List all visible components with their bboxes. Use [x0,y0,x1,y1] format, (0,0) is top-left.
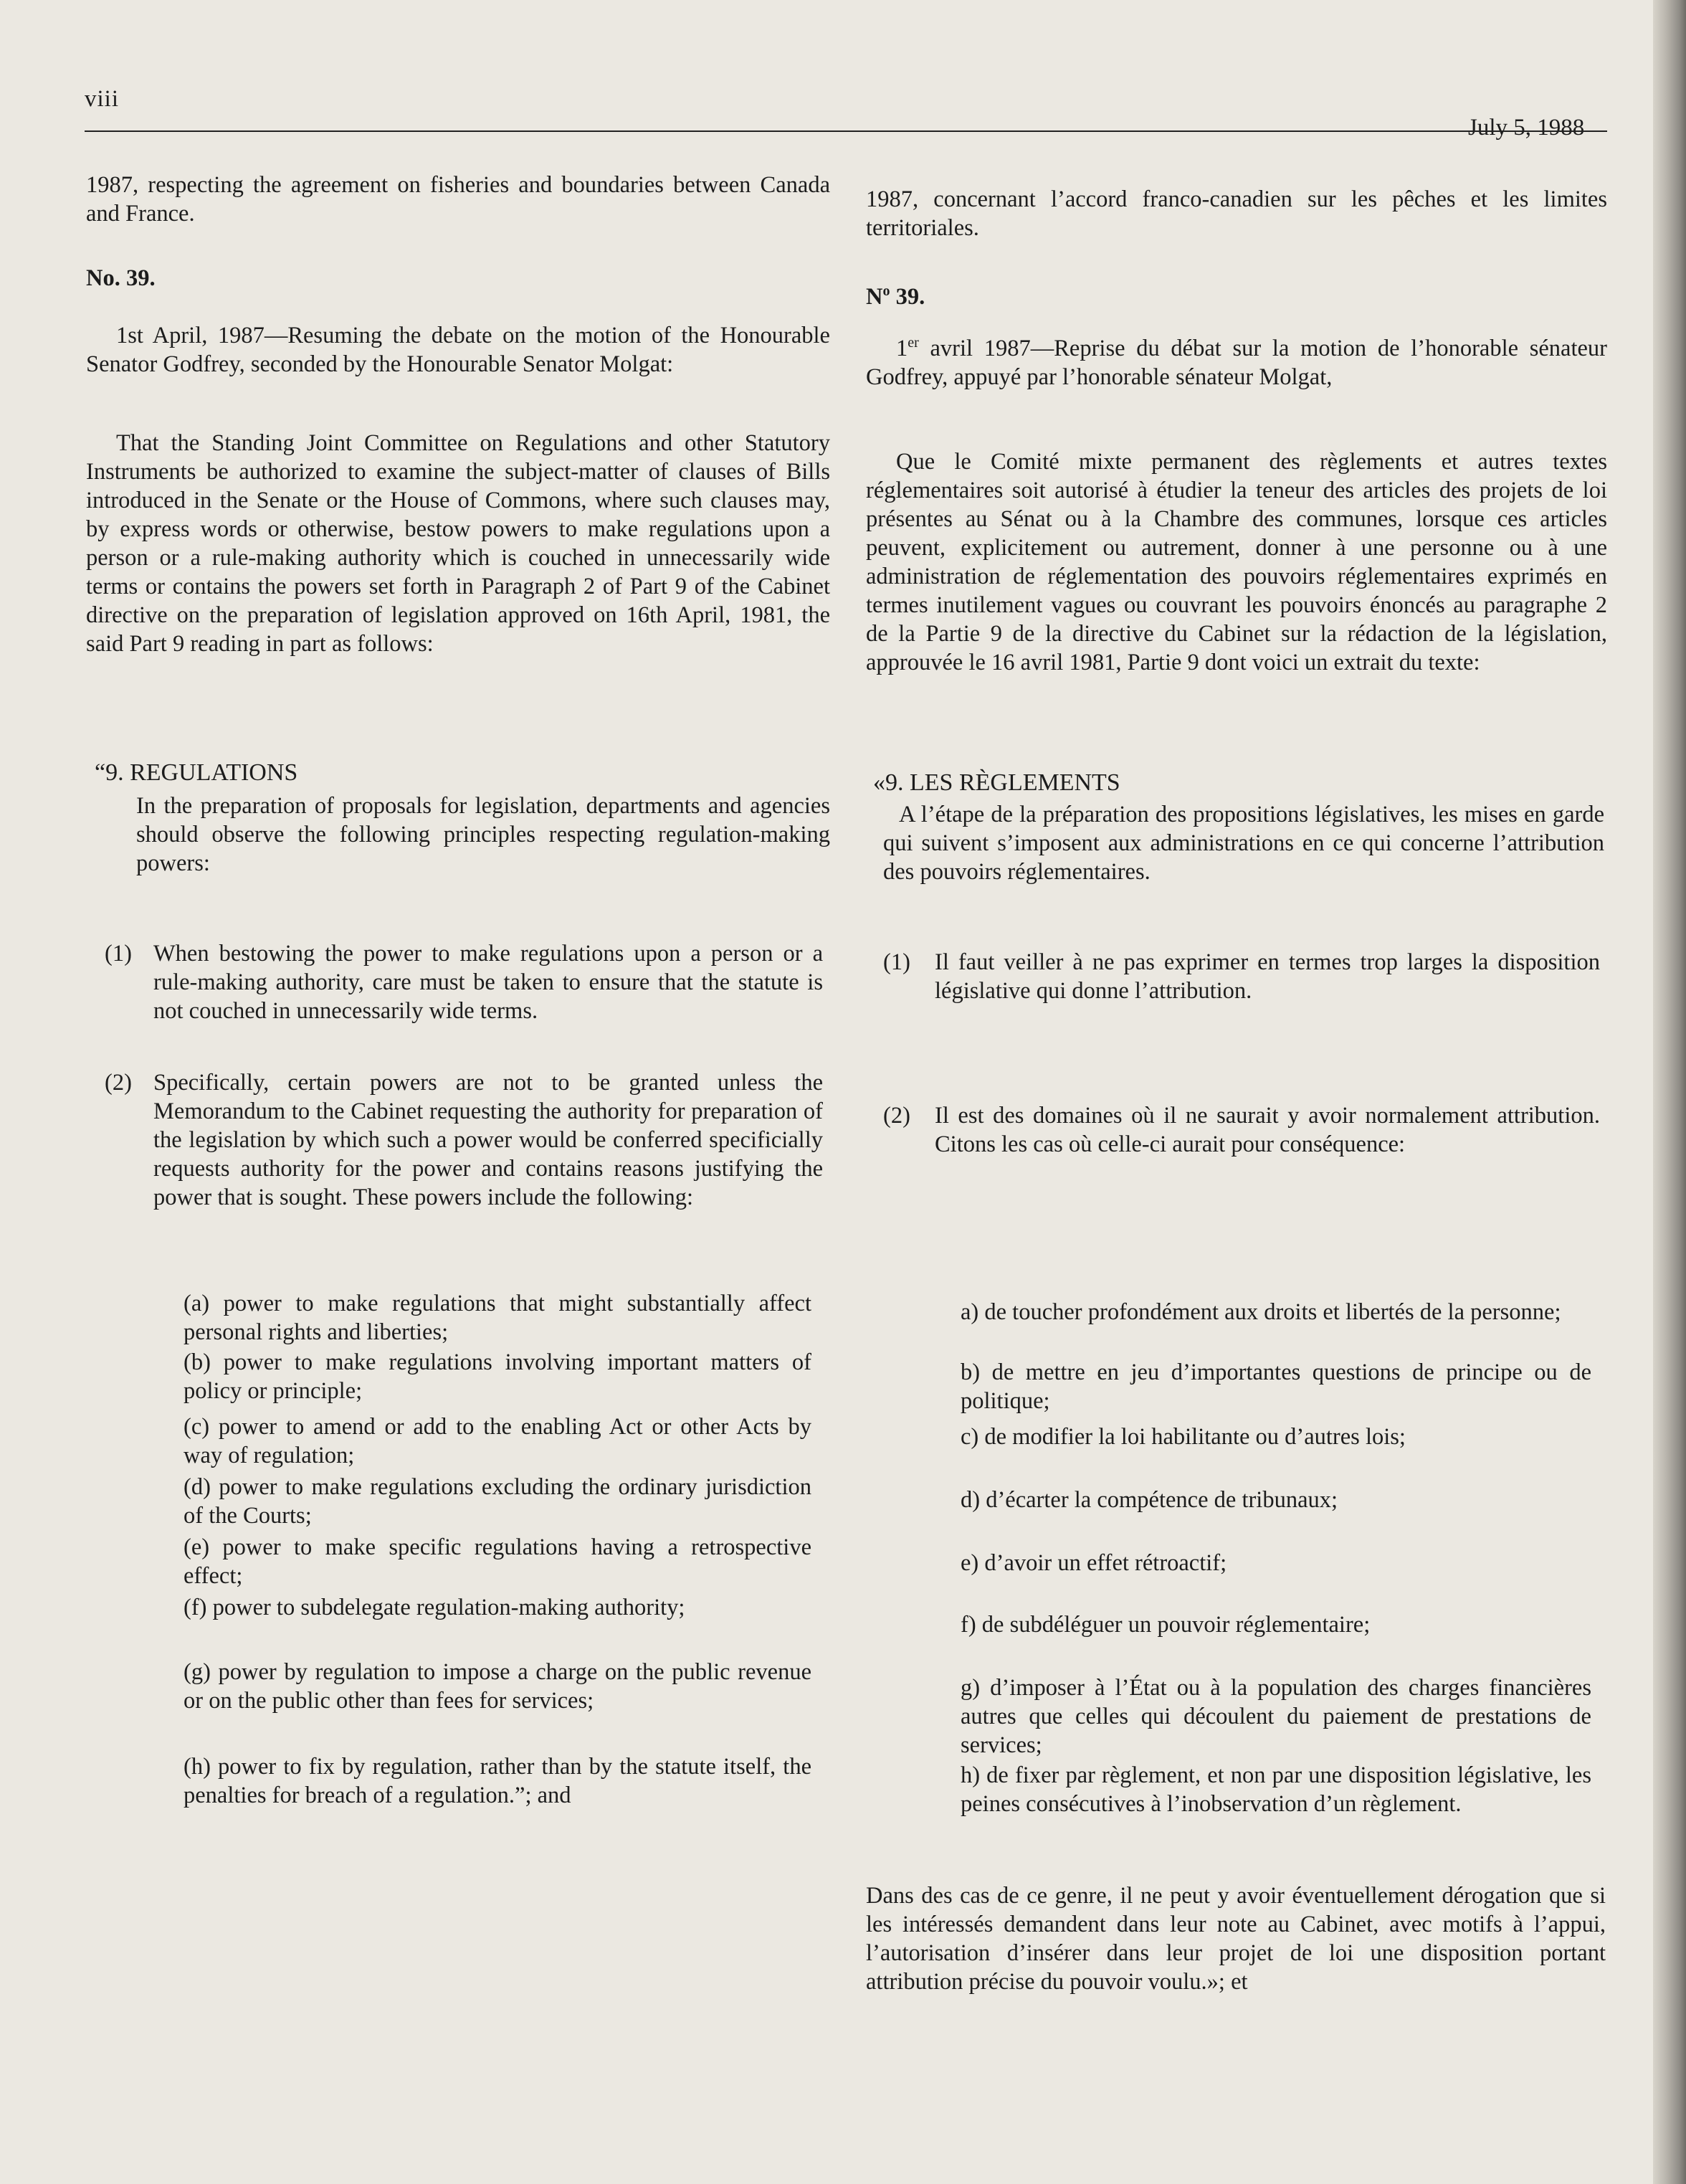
en-subitem-h: (h) power to fix by regulation, rather than by the statute itself, the penalties for breach of a regulation.”; and [184,1754,811,1808]
en-subitem-b: (b) power to make regulations involving important matters of policy or principle; [184,1349,811,1404]
en-subitem-g: (g) power by regulation to impose a charge on the public revenue or on the public other than fees for services; [184,1659,811,1714]
en-subitem-f: (f) power to subdelegate regulation-making authority; [184,1595,685,1620]
fr-subitem-h: h) de fixer par règlement, et non par une disposition législative, les peines consécutives à l’inobservation d’un règlement. [961,1762,1591,1817]
fr-subitem-c: c) de modifier la loi habilitante ou d’autres lois; [961,1424,1406,1450]
en-resolution: That the Standing Joint Committee on Regulations and other Statutory Instruments be authorized to examine the subject-matter of clauses of Bills introduced in the Senate or the House of Commons, where such clauses may, by express words or otherwise, bestow powers to make regulations upon a person or a rule-making authority which is couched in unnecessarily wide terms or contains the powers set forth in Paragraph 2 of Part 9 of the Cabinet directive on the preparation of legislation approved on 16th April, 1981, the said Part 9 reading in part as follows: [86,430,830,657]
fr-motion: 1er avril 1987—Reprise du débat sur la motion de l’honorable sénateur Godfrey, appuyé par l’honorable sénateur Molgat, [866,335,1607,390]
fr-closing-paragraph: Dans des cas de ce genre, il ne peut y avoir éventuellement dérogation que si les intéressés demandent dans leur note au Cabinet, avec motifs à l’appui, l’autorisation d’insérer dans leur projet de loi une disposition portant attribution précise du pouvoir voulu.»; et [866,1883,1606,1995]
page-edge-shadow [1653,0,1686,2184]
en-principle-2-text: Specifically, certain powers are not to be granted unless the Memorandum to the Cabinet requesting the authority for preparation of the legislation by which such a power would be conferred specificially requests authority for the power and contains reasons justifying the power that is sought. These powers include the following: [153,1070,823,1210]
fr-subitem-b: b) de mettre en jeu d’importantes questions de principe ou de politique; [961,1359,1591,1414]
en-intro-continuation: 1987, respecting the agreement on fisheries and boundaries between Canada and France. [86,172,830,227]
en-motion: 1st April, 1987—Resuming the debate on the motion of the Honourable Senator Godfrey, seconded by the Honourable Senator Molgat: [86,323,830,377]
fr-principle-1-text: Il faut veiller à ne pas exprimer en termes trop larges la disposition législative qui donne l’attribution. [935,949,1600,1004]
fr-subitem-g: g) d’imposer à l’État ou à la population des charges financières autres que celles qui découlent du paiement de prestations de services; [961,1675,1591,1758]
en-regulations-heading: “9. REGULATIONS [95,759,298,786]
en-principle-1-label: (1) [105,941,132,967]
fr-resolution: Que le Comité mixte permanent des règlements et autres textes réglementaires soit autorisé à étudier la teneur des articles des projets de loi présentes au Sénat ou à la Chambre des communes, lorsque ces articles peuvent, explicitement ou autrement, donner à une personne ou à une administration de réglementation des pouvoirs réglementaires exprimés en termes inutilement vagues ou couvrant les pouvoirs énoncés au paragraphe 2 de la Partie 9 de la directive du Cabinet sur la rédaction de la législation, approuvée le 16 avril 1981, Partie 9 dont voici un extrait du texte: [866,449,1607,675]
en-principle-2-label: (2) [105,1070,132,1096]
fr-principle-1 [883,948,1600,1005]
en-item-number: No. 39. [86,265,156,291]
fr-principle-2 [883,1101,1600,1159]
fr-principle-2-text: Il est des domaines où il ne saurait y avoir normalement attribution. Citons les cas où celle-ci aurait pour conséquence: [935,1103,1600,1157]
en-preamble: In the preparation of proposals for legislation, departments and agencies should observe the following principles respecting regulation-making powers: [136,793,830,876]
fr-regulations-heading: «9. LES RÈGLEMENTS [873,769,1120,796]
fr-preamble: A l’étape de la préparation des propositions législatives, les mises en garde qui suivent s’imposent aux administrations en ce qui concerne l’attribution des pouvoirs réglementaires. [883,802,1604,885]
en-subitem-d: (d) power to make regulations excluding the ordinary jurisdiction of the Courts; [184,1474,811,1529]
fr-item-number: $N^o$ 39. [866,283,925,310]
page-folio: viii [85,86,120,112]
en-principle-1-text: When bestowing the power to make regulations upon a person or a rule-making authority, care must be taken to ensure that the statute is not couched in unnecessarily wide terms. [153,941,823,1024]
en-subitem-e: (e) power to make specific regulations having a retrospective effect; [184,1534,811,1589]
en-subitem-a: (a) power to make regulations that might substantially affect personal rights and liberties; [184,1291,811,1345]
fr-principle-2-label: (2) [883,1103,910,1129]
fr-subitem-e: e) d’avoir un effet rétroactif; [961,1550,1227,1576]
fr-intro-continuation: 1987, concernant l’accord franco-canadien sur les pêches et les limites territoriales. [866,186,1607,241]
en-principle-1 [105,939,823,1025]
en-subitem-c: (c) power to amend or add to the enabling Act or other Acts by way of regulation; [184,1414,811,1468]
en-principle-2 [105,1068,823,1212]
fr-principle-1-label: (1) [883,949,910,975]
fr-subitem-f: f) de subdéléguer un pouvoir réglementaire; [961,1612,1371,1638]
fr-subitem-a: a) de toucher profondément aux droits et libertés de la personne; [961,1299,1561,1325]
header-rule [85,130,1607,132]
fr-subitem-d: d) d’écarter la compétence de tribunaux; [961,1487,1338,1513]
page-date: July 5, 1988 [1468,115,1585,141]
